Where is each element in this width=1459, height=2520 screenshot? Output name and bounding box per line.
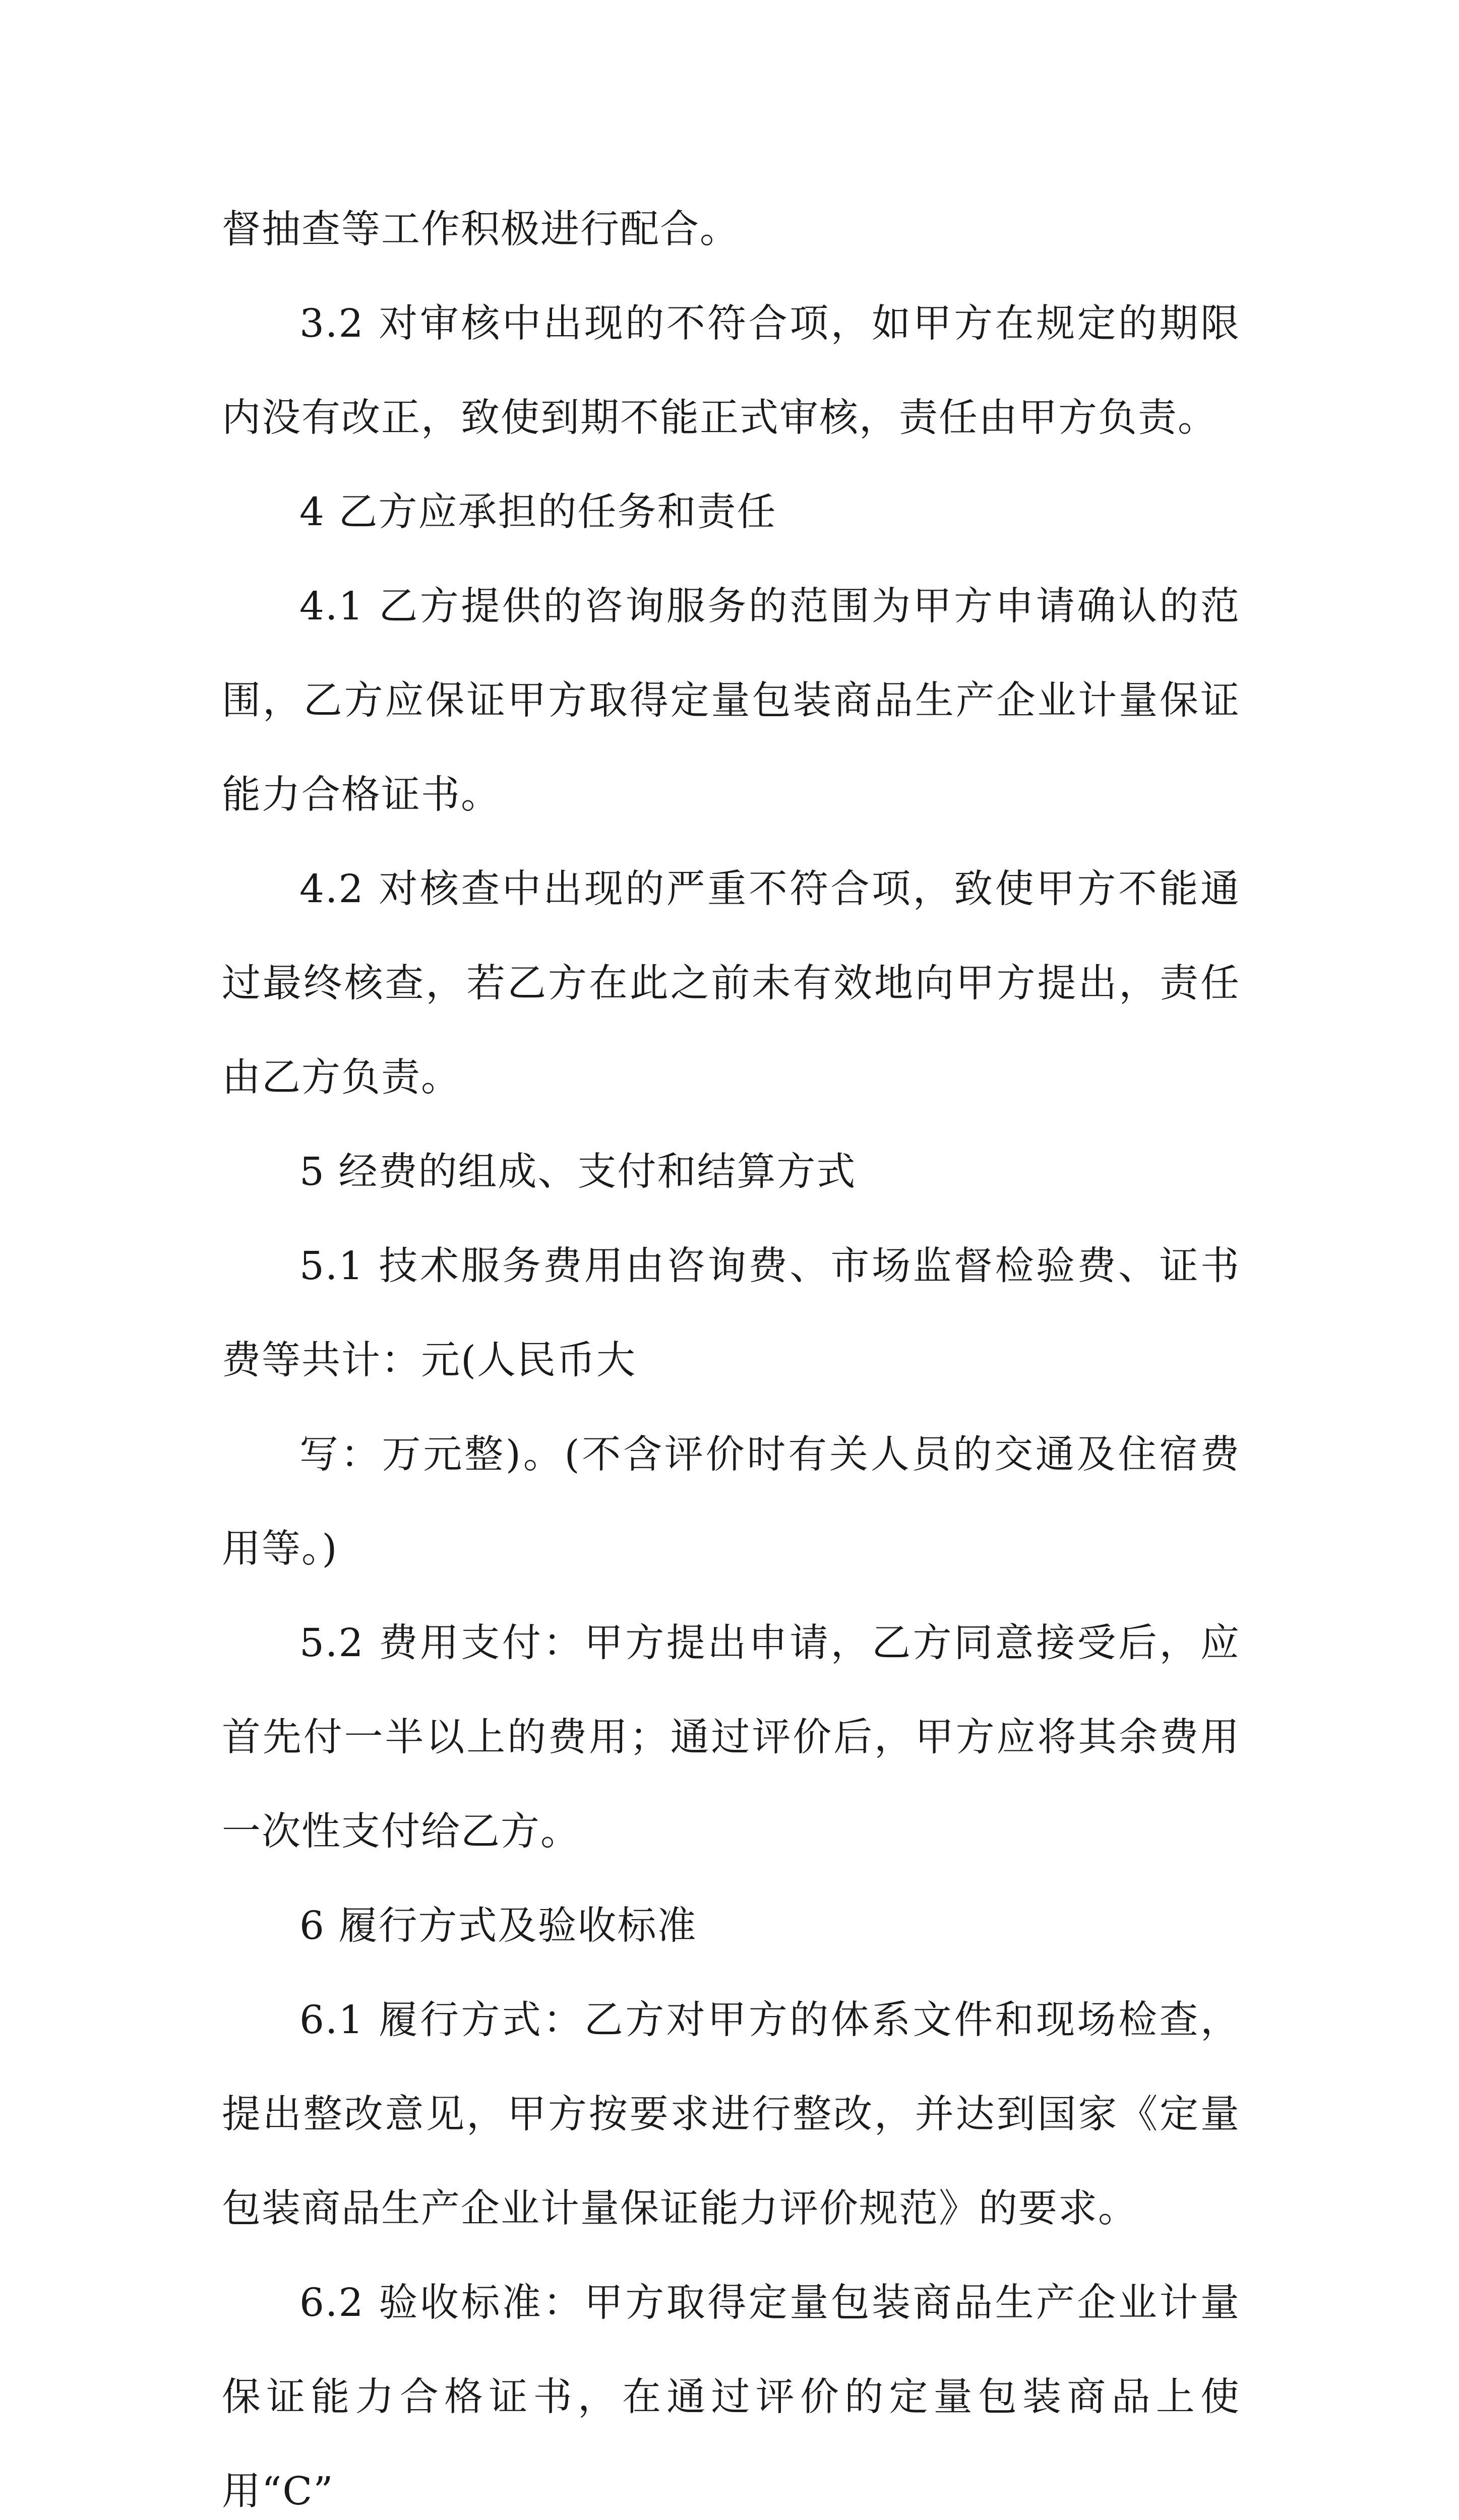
section-heading-4: 4 乙方应承担的任务和责任 [299, 490, 777, 535]
paragraph-continuation: 督抽查等工作积极进行配合。 [222, 207, 740, 252]
paragraph-6-1: 6.1 履行方式：乙方对甲方的体系文件和现场检查，提出整改意见，甲方按要求进行整改，并达到国家《定量包装商品生产企业计量保证能力评价规范》的要求。 [222, 1998, 1240, 2231]
section-heading-6: 6 履行方式及验收标准 [299, 1904, 697, 1948]
paragraph-5-1: 5.1 技术服务费用由咨询费、市场监督检验费、证书费等共计：元(人民币大 [222, 1244, 1240, 1383]
paragraph-4-1: 4.1 乙方提供的咨询服务的范围为甲方申请确认的范围，乙方应保证甲方取得定量包装商品生产企业计量保证能力合格证书。 [222, 584, 1240, 817]
paragraph-6-2: 6.2 验收标准：甲方取得定量包装商品生产企业计量保证能力合格证书，在通过评价的定量包装商品上使用“C” [222, 2281, 1240, 2514]
section-heading-5: 5 经费的组成、支付和结算方式 [299, 1150, 857, 1194]
paragraph-4-2: 4.2 对核查中出现的严重不符合项，致使甲方不能通过最终核查，若乙方在此之前未有效地向甲方提出，责任由乙方负责。 [222, 867, 1240, 1100]
paragraph-5-1-continued: 写：万元整)。(不含评价时有关人员的交通及住宿费用等。) [222, 1432, 1240, 1571]
paragraph-3-2: 3.2 对审核中出现的不符合项，如甲方在规定的期限内没有改正，致使到期不能正式审核，责任由甲方负责。 [222, 301, 1240, 440]
paragraph-5-2: 5.2 费用支付：甲方提出申请，乙方同意接受后，应首先付一半以上的费用；通过评价后，甲方应将其余费用一次性支付给乙方。 [222, 1621, 1240, 1854]
document-body [222, 182, 1240, 2520]
